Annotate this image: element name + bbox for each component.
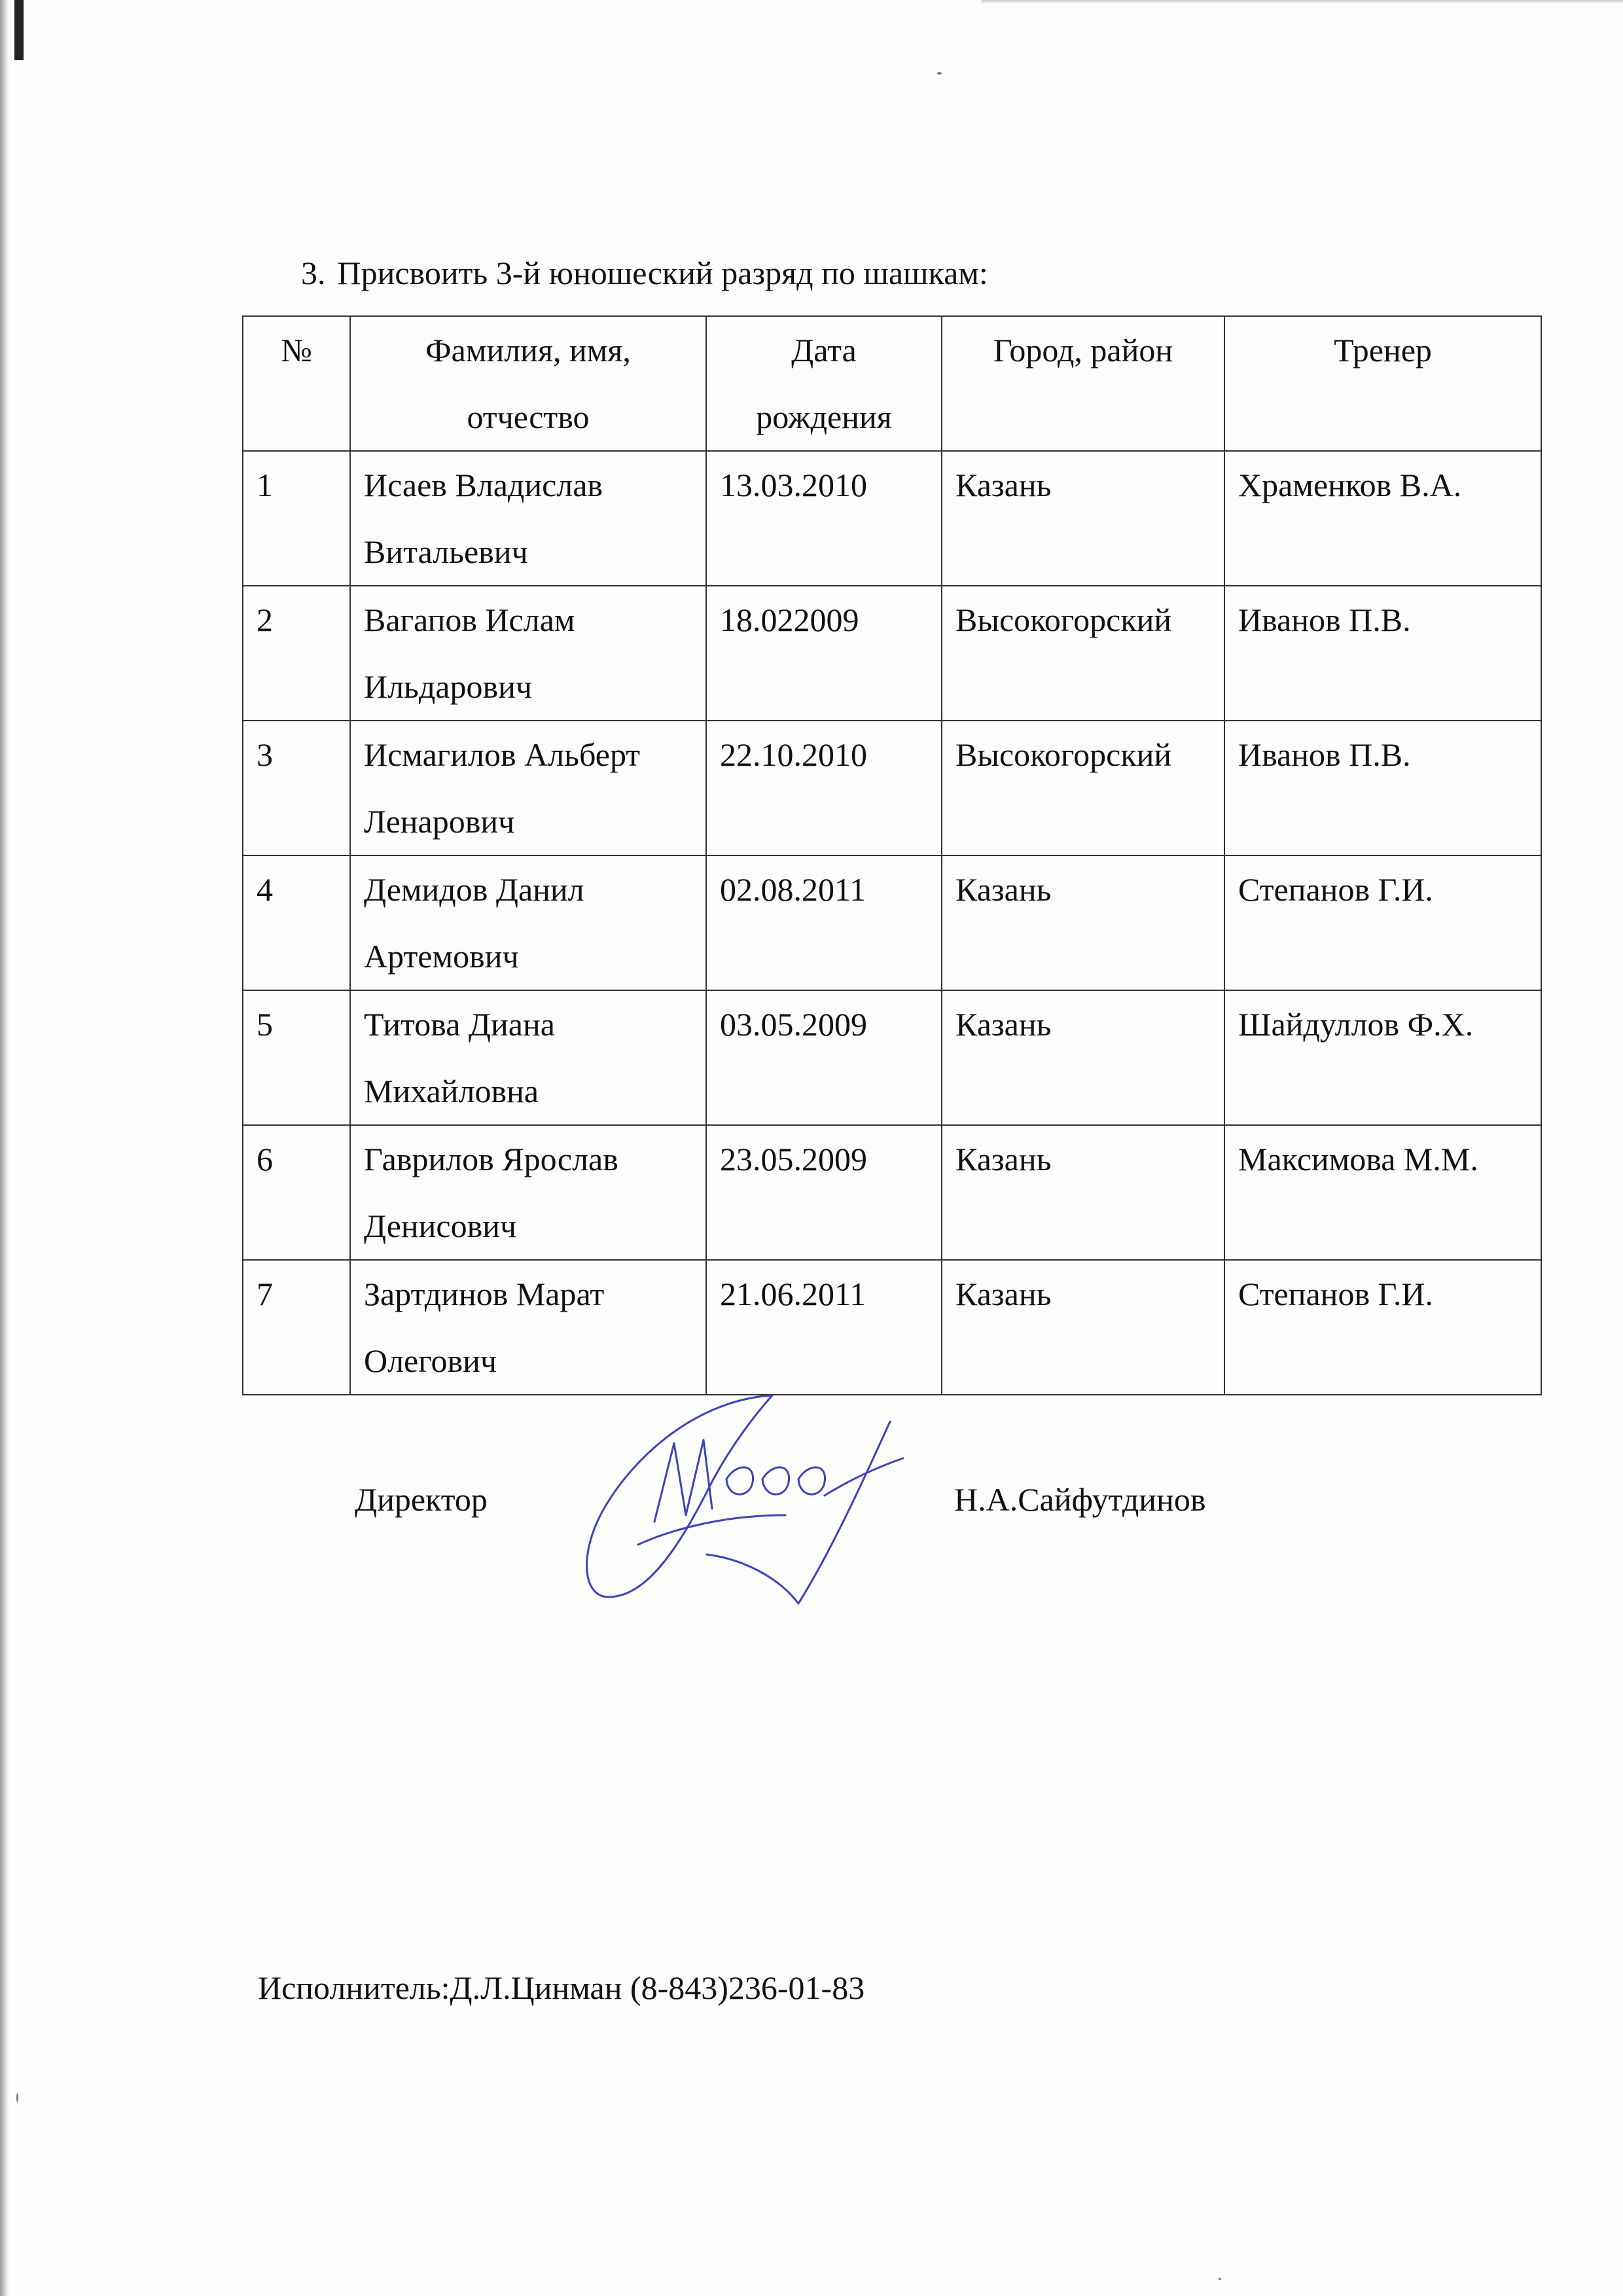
table-row <box>243 586 1541 721</box>
cell-birthdate: 18.022009 <box>706 586 942 721</box>
cell-number: 2 <box>243 586 350 721</box>
cell-number: 1 <box>243 451 350 586</box>
table-row <box>243 990 1541 1125</box>
scan-speck <box>1219 2278 1221 2280</box>
cell-city: Казань <box>942 990 1224 1125</box>
cell-birthdate: 03.05.2009 <box>706 990 942 1125</box>
cell-number: 6 <box>243 1125 350 1260</box>
cell-city: Казань <box>942 1260 1224 1395</box>
table-row <box>243 855 1541 990</box>
cell-name: Исаев Владислав Витальевич <box>350 451 706 586</box>
cell-number: 7 <box>243 1260 350 1395</box>
table-row <box>243 451 1541 586</box>
cell-name: Вагапов Ислам Ильдарович <box>350 586 706 721</box>
scan-speck <box>937 72 942 75</box>
scan-speck <box>16 2093 18 2102</box>
table-row <box>243 721 1541 855</box>
section-heading <box>301 254 988 292</box>
cell-city: Высокогорский <box>942 721 1224 855</box>
cell-name: Зартдинов Марат Олегович <box>350 1260 706 1395</box>
header-number: № <box>243 316 350 451</box>
director-name: Н.А.Сайфутдинов <box>954 1481 1206 1518</box>
cell-name: Гаврилов Ярослав Денисович <box>350 1125 706 1260</box>
cell-coach: Иванов П.В. <box>1224 586 1541 721</box>
cell-coach: Степанов Г.И. <box>1224 855 1541 990</box>
cell-coach: Максимова М.М. <box>1224 1125 1541 1260</box>
cell-city: Высокогорский <box>942 586 1224 721</box>
director-label: Директор <box>355 1481 488 1518</box>
cell-birthdate: 22.10.2010 <box>706 721 942 855</box>
table-row <box>243 1260 1541 1395</box>
cell-coach: Степанов Г.И. <box>1224 1260 1541 1395</box>
cell-coach: Шайдуллов Ф.Х. <box>1224 990 1541 1125</box>
cell-city: Казань <box>942 855 1224 990</box>
cell-city: Казань <box>942 451 1224 586</box>
cell-number: 5 <box>243 990 350 1125</box>
cell-name: Демидов Данил Артемович <box>350 855 706 990</box>
section-number: 3. <box>301 255 326 291</box>
cell-number: 3 <box>243 721 350 855</box>
header-name: Фамилия, имя, отчество <box>350 316 706 451</box>
cell-name: Титова Диана Михайловна <box>350 990 706 1125</box>
table-header-row <box>243 316 1541 451</box>
scan-edge-shadow <box>0 0 9 2296</box>
table-row <box>243 1125 1541 1260</box>
scan-top-shadow <box>982 0 1623 4</box>
executor-line: Исполнитель:Д.Л.Цинман (8-843)236-01-83 <box>258 1969 865 2006</box>
scan-corner-mark <box>14 0 24 60</box>
cell-city: Казань <box>942 1125 1224 1260</box>
cell-birthdate: 02.08.2011 <box>706 855 942 990</box>
header-coach: Тренер <box>1224 316 1541 451</box>
director-signature <box>576 1381 942 1630</box>
cell-name: Исмагилов Альберт Ленарович <box>350 721 706 855</box>
cell-birthdate: 21.06.2011 <box>706 1260 942 1395</box>
cell-number: 4 <box>243 855 350 990</box>
section-title: Присвоить 3-й юношеский разряд по шашкам: <box>337 255 988 291</box>
cell-coach: Храменков В.А. <box>1224 451 1541 586</box>
cell-coach: Иванов П.В. <box>1224 721 1541 855</box>
header-birthdate: Дата рождения <box>706 316 942 451</box>
cell-birthdate: 23.05.2009 <box>706 1125 942 1260</box>
header-city: Город, район <box>942 316 1224 451</box>
grade-table <box>242 315 1542 1395</box>
cell-birthdate: 13.03.2010 <box>706 451 942 586</box>
